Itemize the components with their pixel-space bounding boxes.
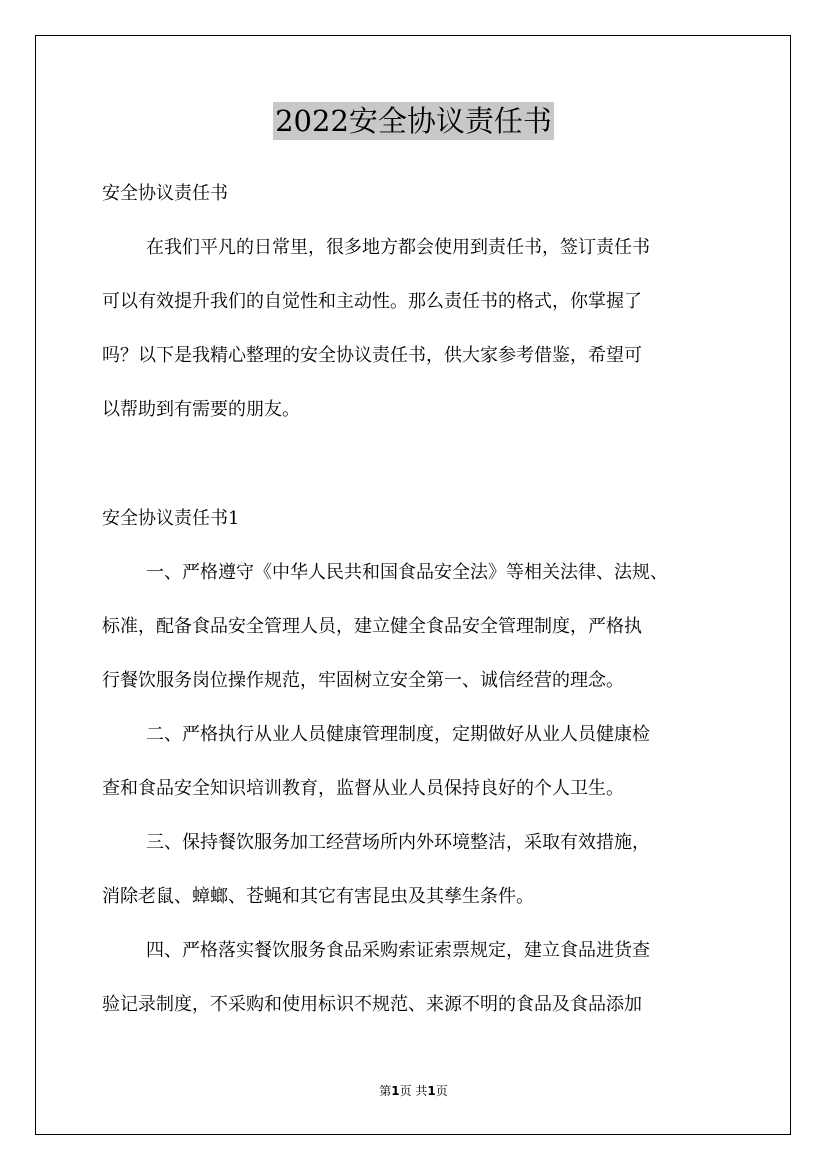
document-title: 2022安全协议责任书	[275, 104, 552, 138]
footer-page-suffix: 页	[435, 1084, 448, 1098]
footer-page-prefix: 第	[379, 1084, 392, 1098]
footer-page-total: 1	[427, 1084, 436, 1098]
intro-line: 以帮助到有需要的朋友。	[102, 399, 300, 420]
body-line: 二、严格执行从业人员健康管理制度，定期做好从业人员健康检	[146, 724, 650, 745]
body-line: 查和食品安全知识培训教育，监督从业人员保持良好的个人卫生。	[102, 778, 624, 799]
body-line: 一、严格遵守《中华人民共和国食品安全法》等相关法律、法规、	[146, 562, 668, 583]
intro-line: 吗？以下是我精心整理的安全协议责任书，供大家参考借鉴，希望可	[102, 345, 642, 366]
page-footer	[0, 1082, 827, 1099]
body-line: 消除老鼠、蟑螂、苍蝇和其它有害昆虫及其孳生条件。	[102, 886, 534, 907]
title-container	[0, 102, 827, 140]
footer-page-mid: 页 共	[399, 1084, 428, 1098]
body-line: 验记录制度，不采购和使用标识不规范、来源不明的食品及食品添加	[102, 994, 642, 1015]
document-subtitle: 安全协议责任书	[102, 183, 228, 204]
intro-line: 在我们平凡的日常里，很多地方都会使用到责任书，签订责任书	[146, 237, 650, 258]
body-line: 行餐饮服务岗位操作规范，牢固树立安全第一、诚信经营的理念。	[102, 670, 624, 691]
body-line: 三、保持餐饮服务加工经营场所内外环境整洁，采取有效措施，	[146, 832, 650, 853]
body-line: 四、严格落实餐饮服务食品采购索证索票规定，建立食品进货查	[146, 940, 650, 961]
section-heading: 安全协议责任书1	[102, 508, 240, 529]
footer-page-current: 1	[391, 1084, 400, 1098]
body-line: 标准，配备食品安全管理人员，建立健全食品安全管理制度，严格执	[102, 616, 642, 637]
intro-line: 可以有效提升我们的自觉性和主动性。那么责任书的格式，你掌握了	[102, 291, 642, 312]
